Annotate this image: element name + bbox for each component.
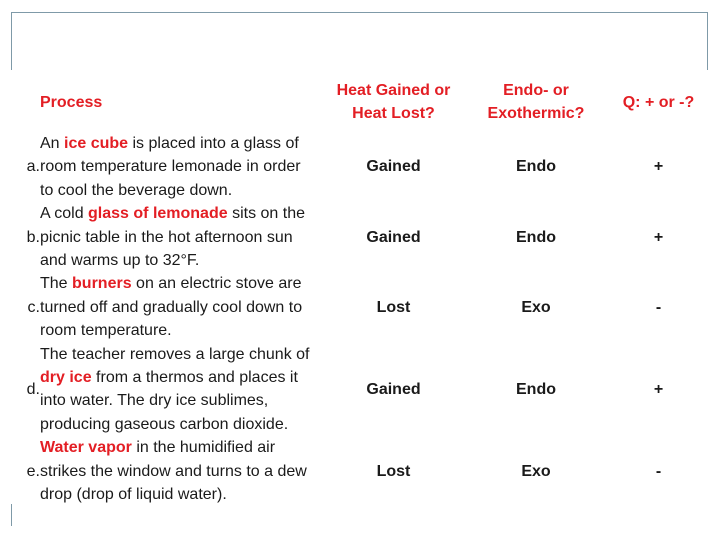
- q-sign: +: [653, 158, 664, 176]
- q-sign: +: [653, 380, 664, 398]
- keyword: Water vapor: [40, 439, 132, 457]
- header-endo: [471, 72, 601, 132]
- table-row: [16, 132, 716, 202]
- process-description: [16, 272, 316, 342]
- process-description: [16, 436, 316, 506]
- heat-answer: Lost: [376, 462, 411, 480]
- process-table: [16, 72, 716, 507]
- heat-answer: Gained: [366, 158, 421, 176]
- header-endo-line2: Exothermic?: [487, 105, 585, 122]
- keyword: dry ice: [40, 369, 92, 387]
- description-text: [40, 343, 316, 437]
- keyword: glass of lemonade: [88, 205, 228, 223]
- header-heat-line1: Heat Gained or: [336, 82, 451, 99]
- table-row: [16, 202, 716, 272]
- heat-answer: Gained: [366, 380, 421, 398]
- endo-answer: Endo: [516, 380, 556, 398]
- header-heat-line2: Heat Lost?: [352, 105, 435, 122]
- heat-answer: Gained: [366, 228, 421, 246]
- desc-after: sits on the picnic table in the hot afternoon sun and warms up to 32°F.: [40, 205, 305, 270]
- description-text: [40, 132, 316, 202]
- desc-before: A cold: [40, 205, 89, 223]
- table-row: [16, 436, 716, 506]
- keyword: burners: [72, 275, 132, 293]
- desc-after: is placed into a glass of room temperature lemonade in order to cool the beverage down.: [40, 135, 301, 199]
- header-heat: [316, 72, 471, 132]
- desc-before: An: [40, 135, 65, 152]
- endo-answer: Exo: [521, 298, 551, 316]
- row-letter: d.: [26, 380, 40, 398]
- slide-frame-tick: [11, 504, 12, 526]
- header-q: Q: + or -?: [622, 93, 695, 111]
- endo-answer: Endo: [516, 228, 556, 246]
- header-endo-line1: Endo- or: [503, 82, 569, 99]
- table-row: [16, 343, 716, 437]
- endo-answer: Endo: [516, 158, 556, 176]
- row-letter: b.: [26, 228, 40, 246]
- q-sign: +: [653, 228, 664, 246]
- header-process: Process: [40, 93, 103, 111]
- row-letter: e.: [26, 462, 40, 480]
- q-sign: -: [655, 298, 662, 316]
- slide-title-frame: [11, 12, 708, 70]
- heat-answer: Lost: [376, 298, 411, 316]
- description-text: [40, 272, 316, 342]
- row-letter: a.: [26, 158, 40, 176]
- description-text: [40, 202, 316, 272]
- process-description: [16, 343, 316, 437]
- q-sign: -: [655, 462, 662, 480]
- header-row: [16, 72, 716, 132]
- desc-after: on an electric stove are turned off and gradually cool down to room temperature.: [40, 275, 303, 340]
- desc-before: The: [40, 275, 73, 293]
- process-description: [16, 132, 316, 202]
- table-row: [16, 272, 716, 342]
- keyword: ice cube: [64, 135, 129, 152]
- process-description: [16, 202, 316, 272]
- endo-answer: Exo: [521, 462, 551, 480]
- desc-before: The teacher removes a large chunk of: [40, 345, 310, 363]
- desc-after: from a thermos and places it into water. The dry ice sublimes, producing gaseous carbon dioxide.: [40, 369, 298, 433]
- description-text: [40, 436, 316, 506]
- row-letter: c.: [27, 298, 40, 316]
- desc-after: in the humidified air strikes the window and turns to a dew drop (drop of liquid water).: [40, 439, 307, 504]
